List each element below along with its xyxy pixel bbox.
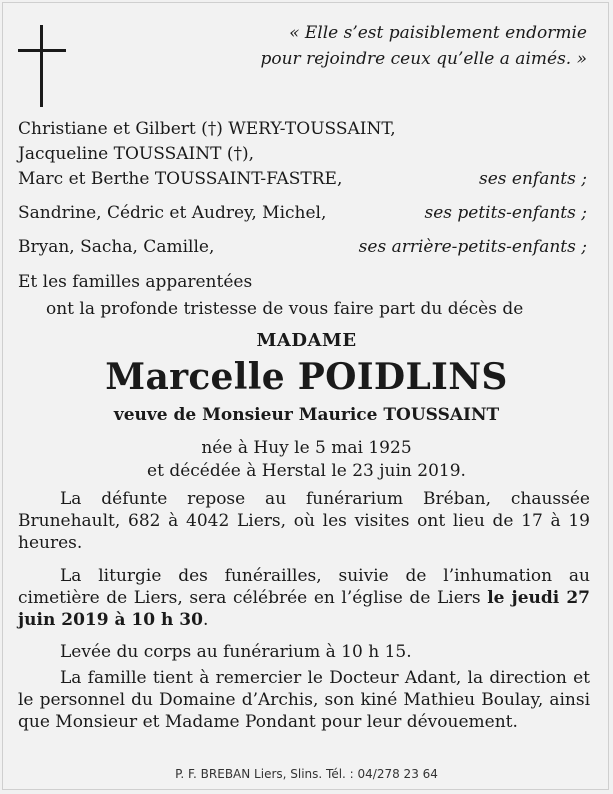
funerarium-text: La défunte repose au funérarium Bréban, chaussée Brunehault, 682 à 4042 Liers, où les visites ont lieu de 17 à 19 heures. <box>18 489 590 553</box>
thanks-paragraph <box>18 667 590 733</box>
funerarium-paragraph <box>18 488 590 554</box>
child-line-2: Jacqueline TOUSSAINT (†), <box>18 144 255 164</box>
relatives-line: Et les familles apparentées <box>18 272 253 292</box>
grandchildren-role: ses petits-enfants ; <box>424 203 587 223</box>
child-line-1: Christiane et Gilbert (†) WERY-TOUSSAINT, <box>18 119 396 139</box>
cross-icon-bar <box>18 49 66 52</box>
epigraph-line-1: « Elle s’est paisiblement endormie <box>289 23 587 43</box>
death-line: et décédée à Herstal le 23 juin 2019. <box>147 461 466 481</box>
liturgy-end: . <box>202 610 209 630</box>
birth-line: née à Huy le 5 mai 1925 <box>201 438 412 458</box>
announcement-line: ont la profonde tristesse de vous faire part du décès de <box>46 299 524 319</box>
liturgy-paragraph <box>18 565 590 631</box>
epigraph-line-2: pour rejoindre ceux qu’elle a aimés. » <box>260 49 587 69</box>
deceased-title: MADAME <box>256 330 357 351</box>
child-line-3: Marc et Berthe TOUSSAINT-FASTRE, <box>18 169 343 189</box>
levee-paragraph <box>18 641 590 663</box>
levee-text: Levée du corps au funérarium à 10 h 15. <box>60 642 412 662</box>
liturgy-text: La liturgie des funérailles, suivie de l’inhumation au cimetière de Liers, sera célébrée en l’église de Liers <box>18 566 590 608</box>
liturgy-date: le jeudi 27 juin 2019 à 10 h 30 <box>18 588 590 630</box>
widow-of: veuve de Monsieur Maurice TOUSSAINT <box>113 405 500 425</box>
cross-icon <box>40 25 43 107</box>
funeral-home-footer: P. F. BREBAN Liers, Slins. Tél. : 04/278 23 64 <box>175 767 438 781</box>
deceased-name: Marcelle POIDLINS <box>105 356 508 398</box>
children-role: ses enfants ; <box>479 169 587 189</box>
epigraph <box>260 20 587 72</box>
great-grandchildren-role: ses arrière-petits-enfants ; <box>358 237 587 257</box>
grandchildren-line: Sandrine, Cédric et Audrey, Michel, <box>18 203 327 223</box>
great-grandchildren-line: Bryan, Sacha, Camille, <box>18 237 215 257</box>
thanks-text: La famille tient à remercier le Docteur Adant, la direction et le personnel du Domaine d’Archis, son kiné Mathieu Boulay, ainsi que Monsieur et Madame Pondant pour leur dévouement. <box>18 668 590 732</box>
